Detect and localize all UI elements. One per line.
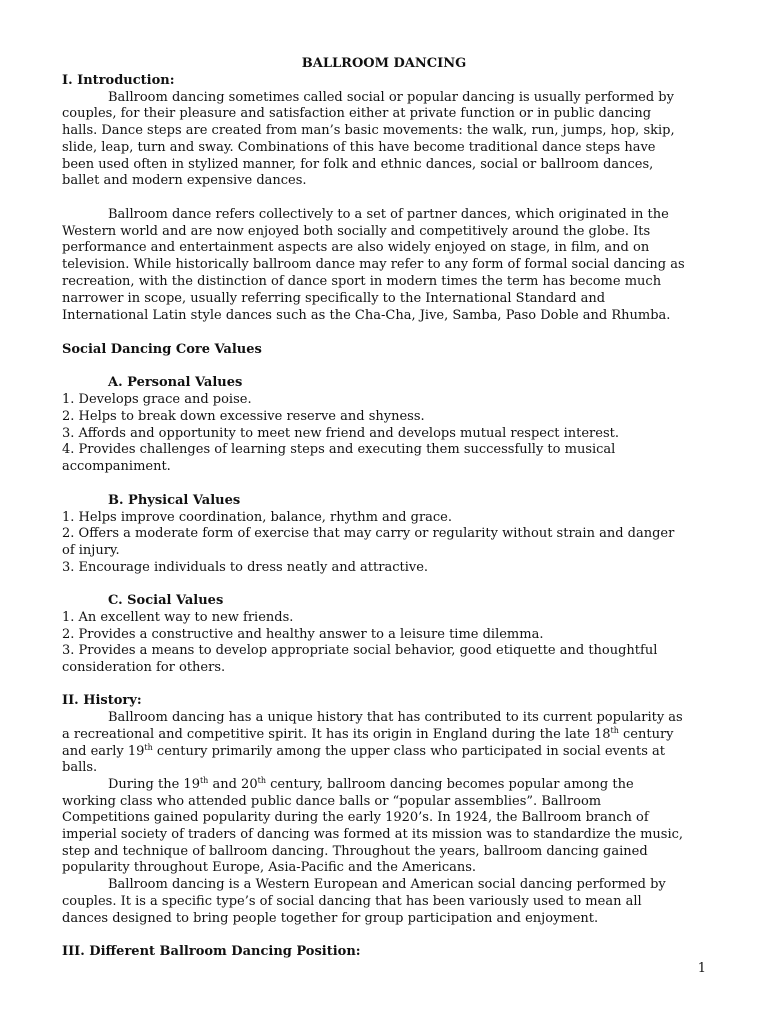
document-title: BALLROOM DANCING [301,56,467,71]
history-p2-line: imperial society of traders of dancing was formed at its mission was to standardize the music, [62,827,684,842]
social-value-item: 3. Provides a means to develop appropriate social behavior, good etiquette and thoughtful [62,643,658,658]
core-values-heading: Social Dancing Core Values [62,342,262,357]
intro-p1-line: Ballroom dancing sometimes called social or popular dancing is usually performed by [108,90,674,105]
personal-value-item: accompaniment. [62,459,171,474]
social-values-heading: C. Social Values [108,593,224,608]
history-heading: II. History: [62,693,142,708]
personal-value-item: 4. Provides challenges of learning steps and executing them successfully to musical [62,442,616,457]
physical-value-item: 1. Helps improve coordination, balance, rhythm and grace. [62,510,453,525]
intro-p1-line: halls. Dance steps are created from man’s basic movements: the walk, run, jumps, hop, skip, [62,123,675,138]
history-p2-line: step and technique of ballroom dancing. Throughout the years, ballroom dancing gained [62,844,648,859]
personal-value-item: 3. Affords and opportunity to meet new friend and develops mutual respect interest. [62,426,619,441]
intro-p2-line: International Latin style dances such as the Cha-Cha, Jive, Samba, Paso Doble and Rhumba. [62,308,671,323]
history-p2-line: Competitions gained popularity during the early 1920’s. In 1924, the Ballroom branch of [62,810,649,825]
history-p1-line: Ballroom dancing has a unique history that has contributed to its current popularity as [108,710,683,725]
history-p3-line: Ballroom dancing is a Western European and American social dancing performed by [108,877,666,892]
positions-heading: III. Different Ballroom Dancing Position: [62,944,361,959]
physical-values-heading: B. Physical Values [108,493,241,508]
history-p2-line: During the 19th and 20th century, ballroom dancing becomes popular among the [108,776,634,792]
intro-p1-line: ballet and modern expensive dances. [62,173,307,188]
intro-p2-line: narrower in scope, usually referring specifically to the International Standard and [62,291,606,306]
history-p2-line: working class who attended public dance balls or “popular assemblies”. Ballroom [62,794,602,809]
history-p3-line: dances designed to bring people together for group participation and enjoyment. [62,911,599,926]
physical-value-item: 2. Offers a moderate form of exercise that may carry or regularity without strain and danger [62,526,675,541]
intro-p2-line: recreation, with the distinction of dance sport in modern times the term has become much [62,274,662,289]
intro-p1-line: slide, leap, turn and sway. Combinations of this have become traditional dance steps have [62,140,656,155]
social-value-item: 2. Provides a constructive and healthy answer to a leisure time dilemma. [62,627,544,642]
physical-value-item: of injury. [62,543,120,558]
intro-p2-line: television. While historically ballroom dance may refer to any form of formal social dancing as [62,257,685,272]
intro-p1-line: couples, for their pleasure and satisfaction either at private function or in public dancing [62,106,652,121]
personal-values-heading: A. Personal Values [108,375,243,390]
social-value-item: consideration for others. [62,660,226,675]
personal-value-item: 2. Helps to break down excessive reserve and shyness. [62,409,425,424]
physical-value-item: 3. Encourage individuals to dress neatly and attractive. [62,560,429,575]
history-p3-line: couples. It is a specific type’s of social dancing that has been variously used to mean all [62,894,642,909]
history-p1-line: balls. [62,760,98,775]
intro-p2-line: Western world and are now enjoyed both socially and competitively around the globe. Its [62,224,651,239]
intro-p2-line: performance and entertainment aspects are also widely enjoyed on stage, in film, and on [62,240,650,255]
intro-heading: I. Introduction: [62,73,175,88]
personal-value-item: 1. Develops grace and poise. [62,392,252,407]
intro-p2-line: Ballroom dance refers collectively to a set of partner dances, which originated in the [108,207,669,222]
history-p2-line: popularity throughout Europe, Asia-Pacific and the Americans. [62,860,477,875]
intro-p1-line: been used often in stylized manner, for folk and ethnic dances, social or ballroom dances, [62,157,654,172]
history-p1-line: and early 19th century primarily among the upper class who participated in social events at [62,743,665,759]
social-value-item: 1. An excellent way to new friends. [62,610,294,625]
page-number: 1 [697,961,706,976]
history-p1-line: a recreational and competitive spirit. It has its origin in England during the late 18th century [62,726,674,742]
